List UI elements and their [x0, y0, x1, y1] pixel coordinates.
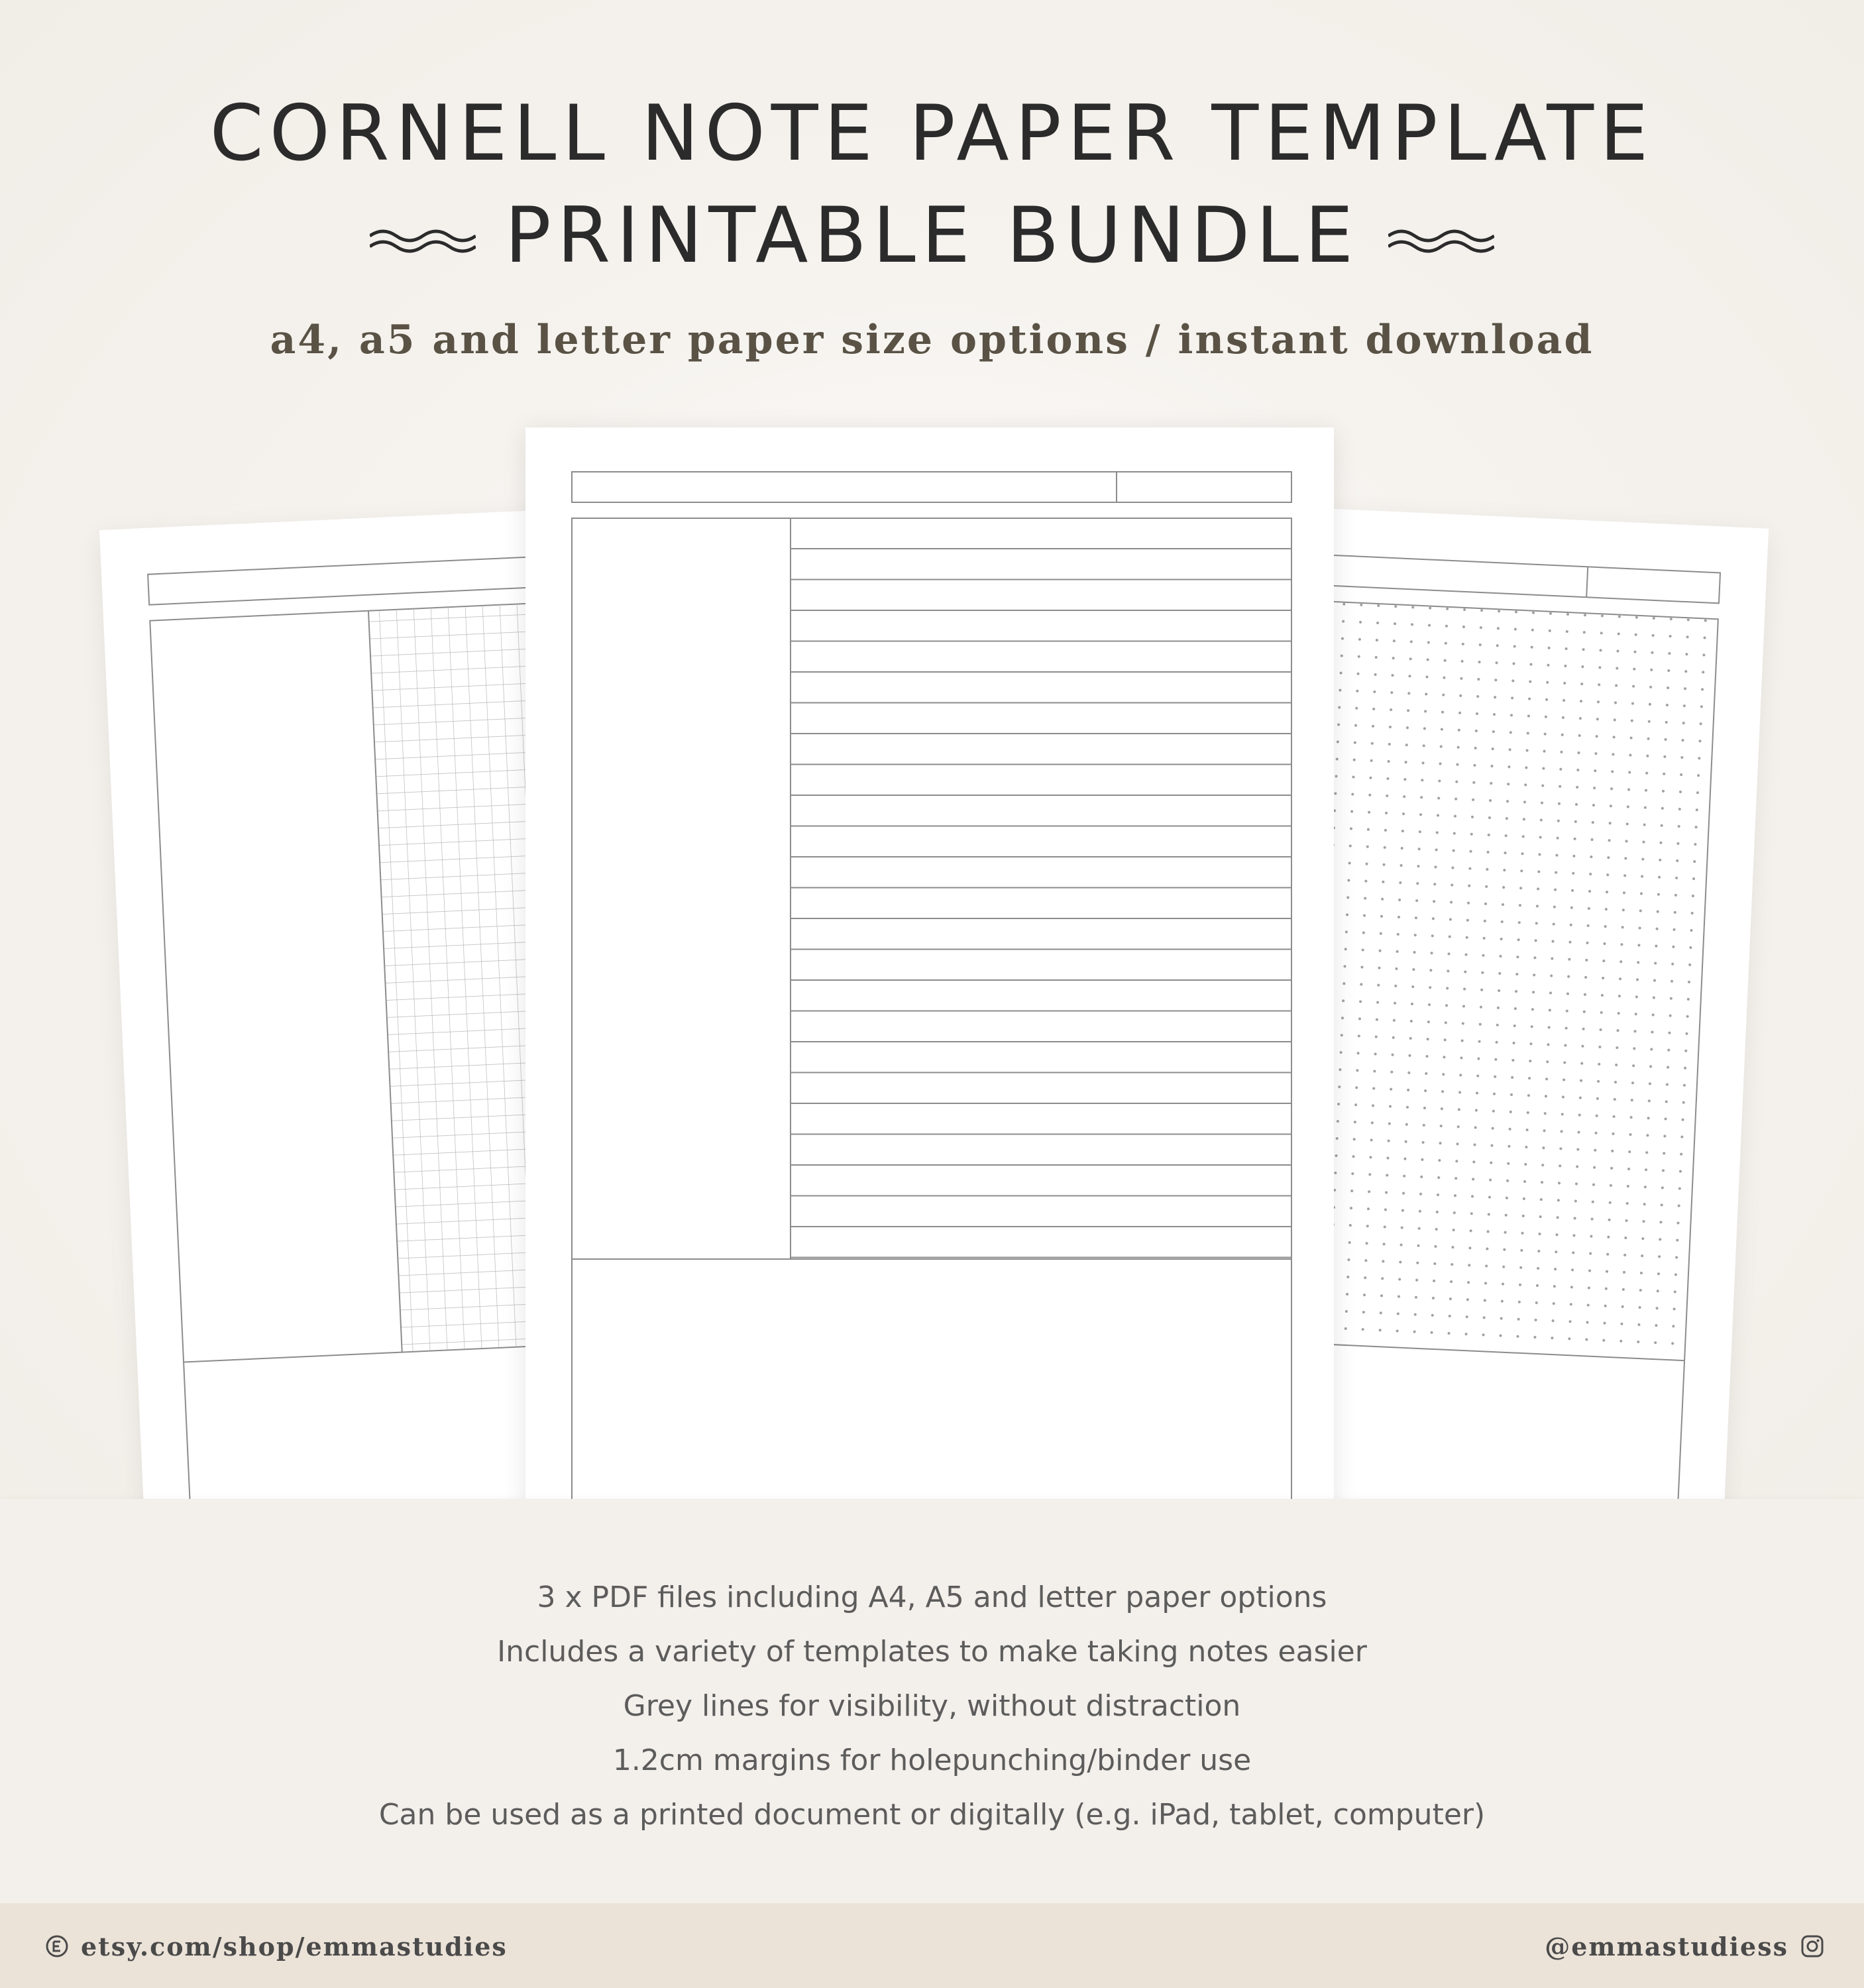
wave-divider-icon: [1388, 224, 1494, 257]
instagram-link[interactable]: [1545, 1930, 1824, 1963]
feature-item: 3 x PDF files including A4, A5 and letter paper options: [537, 1580, 1327, 1614]
subtitle: a4, a5 and letter paper size options / instant download: [270, 317, 1594, 363]
instagram-icon: [1800, 1934, 1824, 1958]
feature-item: Can be used as a printed document or digitally (e.g. iPad, tablet, computer): [378, 1798, 1486, 1832]
title-field: [572, 472, 1291, 502]
feature-item: 1.2cm margins for holepunching/binder use: [612, 1743, 1252, 1777]
page-frame: [572, 518, 1291, 1554]
lined-template-preview: [525, 427, 1334, 1554]
template-sheet-lined: [525, 427, 1334, 1554]
instagram-handle-text: @emmastudiess: [1545, 1931, 1788, 1961]
ruled-lines: [791, 549, 1291, 1258]
etsy-icon: [45, 1934, 69, 1958]
feature-item: Includes a variety of templates to make taking notes easier: [497, 1635, 1367, 1669]
title-bundle-text: PRINTABLE BUNDLE: [504, 191, 1360, 280]
page-title: CORNELL NOTE PAPER TEMPLATE: [209, 89, 1655, 178]
shop-link[interactable]: [45, 1930, 508, 1963]
wave-divider-icon: [370, 224, 476, 257]
page-title-line2: [0, 190, 1864, 282]
shop-link-text: etsy.com/shop/emmastudies: [81, 1931, 508, 1961]
feature-item: Grey lines for visibility, without distraction: [623, 1689, 1241, 1723]
feature-list: [0, 1571, 1864, 1842]
